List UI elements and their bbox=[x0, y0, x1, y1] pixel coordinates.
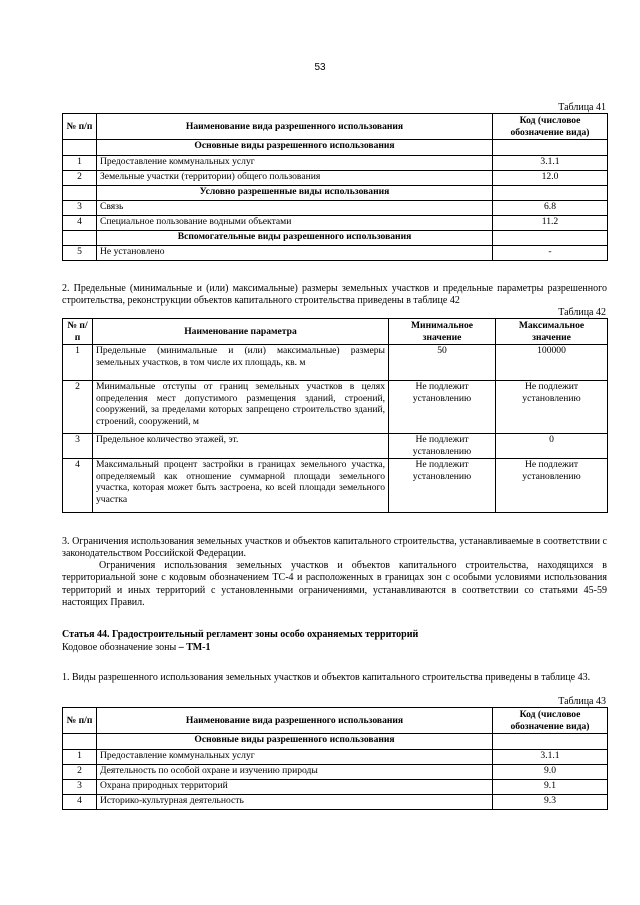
zone-code-line bbox=[62, 642, 607, 654]
table41-group-title: Основные виды разрешенного использования bbox=[97, 140, 493, 156]
table-row-name: Земельные участки (территории) общего пользования bbox=[97, 171, 493, 186]
table-row-code: - bbox=[493, 246, 608, 261]
paragraph-4: 1. Виды разрешенного использования земельных участков и объектов капитального строительства приведены в таблице 43. bbox=[62, 672, 591, 683]
table-row-code: 9.0 bbox=[493, 765, 608, 780]
table-row-num: 3 bbox=[63, 434, 93, 459]
table41-header-num: № п/п bbox=[63, 114, 97, 140]
table-row-param: Предельные (минимальные и (или) максимальные) размеры земельных участков, в том числе их площадь, кв. м bbox=[93, 345, 389, 381]
table-row-num: 4 bbox=[63, 795, 97, 810]
table-row-code: 3.1.1 bbox=[493, 156, 608, 171]
table-row-param: Минимальные отступы от границ земельных участков в целях определения мест допустимого размещения зданий, строений, сооружений, за пределами которых запрещено строительство зданий, строений, сооружений, м bbox=[93, 381, 389, 434]
zone-code-value: – ТМ-1 bbox=[178, 642, 211, 653]
table-row-min: Не подлежит установлению bbox=[389, 434, 496, 459]
table-row-param: Предельное количество этажей, эт. bbox=[93, 434, 389, 459]
table-row-num: 3 bbox=[63, 201, 97, 216]
paragraph-2: 2. Предельные (минимальные и (или) максимальные) размеры земельных участков и предельные параметры разрешенного строительства, реконструкции объектов капитального строительства приведены в таблице 42 bbox=[62, 283, 607, 307]
table-row-num: 4 bbox=[63, 216, 97, 231]
table42-header-min: Минимальное значение bbox=[389, 319, 496, 345]
table41-header-name: Наименование вида разрешенного использования bbox=[97, 114, 493, 140]
table42-caption: Таблица 42 bbox=[558, 307, 606, 318]
table43-caption: Таблица 43 bbox=[558, 696, 606, 707]
table-row-num: 4 bbox=[63, 459, 93, 513]
paragraph-3: 3. Ограничения использования земельных участков и объектов капитального строительства, устанавливаемые в соответствии с законодательством Российской Федерации. bbox=[62, 536, 607, 560]
article-title bbox=[62, 629, 607, 641]
table41-group-title: Условно разрешенные виды использования bbox=[97, 186, 493, 201]
paragraph-3-restrictions: Ограничения использования земельных участков и объектов капитального строительства, находящихся в территориальной зоне с кодовым обозначением ТС-4 и расположенных в границах зон с особыми условиями использования территорий и иных территорий с установленными ограничениями, устанавливаются в соответствии со статьями 45-59 настоящих Правил. bbox=[62, 560, 607, 608]
table-row-param: Максимальный процент застройки в границах земельного участка, определяемый как отношение суммарной площади земельного участка, которая может быть застроена, ко всей площади земельного участка bbox=[93, 459, 389, 513]
table43-header-code: Код (числовое обозначение вида) bbox=[493, 708, 608, 734]
table41-header-code: Код (числовое обозначение вида) bbox=[493, 114, 608, 140]
table43-group-title: Основные виды разрешенного использования bbox=[97, 734, 493, 750]
table41-caption: Таблица 41 bbox=[558, 102, 606, 113]
table42-header-max: Максимальное значение bbox=[496, 319, 608, 345]
table-row-name: Специальное пользование водными объектами bbox=[97, 216, 493, 231]
table-43 bbox=[62, 707, 608, 810]
table-row-name: Историко-культурная деятельность bbox=[97, 795, 493, 810]
table-row-code: 11.2 bbox=[493, 216, 608, 231]
table43-header-num: № п/п bbox=[63, 708, 97, 734]
table-row-code: 9.3 bbox=[493, 795, 608, 810]
table-row-max: Не подлежит установлению bbox=[496, 381, 608, 434]
table-row-num: 1 bbox=[63, 156, 97, 171]
table-row-code: 3.1.1 bbox=[493, 750, 608, 765]
table41-group-title: Вспомогательные виды разрешенного использования bbox=[97, 231, 493, 246]
table-row-max: 0 bbox=[496, 434, 608, 459]
table42-header-param: Наименование параметра bbox=[93, 319, 389, 345]
table43-header-name: Наименование вида разрешенного использования bbox=[97, 708, 493, 734]
table-42 bbox=[62, 318, 608, 513]
table-row-num: 2 bbox=[63, 171, 97, 186]
zone-code-label: Кодовое обозначение зоны bbox=[62, 642, 177, 653]
table-row-num: 1 bbox=[63, 345, 93, 381]
table-row-name: Не установлено bbox=[97, 246, 493, 261]
table42-header-num: № п/п bbox=[63, 319, 93, 345]
table-row-num: 5 bbox=[63, 246, 97, 261]
table-row-name: Предоставление коммунальных услуг bbox=[97, 156, 493, 171]
table-row-num: 2 bbox=[63, 381, 93, 434]
table-row-code: 6.8 bbox=[493, 201, 608, 216]
table-row-min: Не подлежит установлению bbox=[389, 459, 496, 513]
page-number: 53 bbox=[314, 62, 326, 73]
table-row-code: 12.0 bbox=[493, 171, 608, 186]
table-row-name: Охрана природных территорий bbox=[97, 780, 493, 795]
table-row-name: Деятельность по особой охране и изучению природы bbox=[97, 765, 493, 780]
table-row-num: 3 bbox=[63, 780, 97, 795]
article-title-text: Статья 44. Градостроительный регламент зоны особо охраняемых территорий bbox=[62, 629, 419, 640]
table-row-name: Предоставление коммунальных услуг bbox=[97, 750, 493, 765]
table-row-num: 1 bbox=[63, 750, 97, 765]
table-row-min: Не подлежит установлению bbox=[389, 381, 496, 434]
table-row-max: Не подлежит установлению bbox=[496, 459, 608, 513]
table-41 bbox=[62, 113, 608, 261]
table-row-max: 100000 bbox=[496, 345, 608, 381]
table-row-min: 50 bbox=[389, 345, 496, 381]
table-row-num: 2 bbox=[63, 765, 97, 780]
table-row-code: 9.1 bbox=[493, 780, 608, 795]
table-row-name: Связь bbox=[97, 201, 493, 216]
